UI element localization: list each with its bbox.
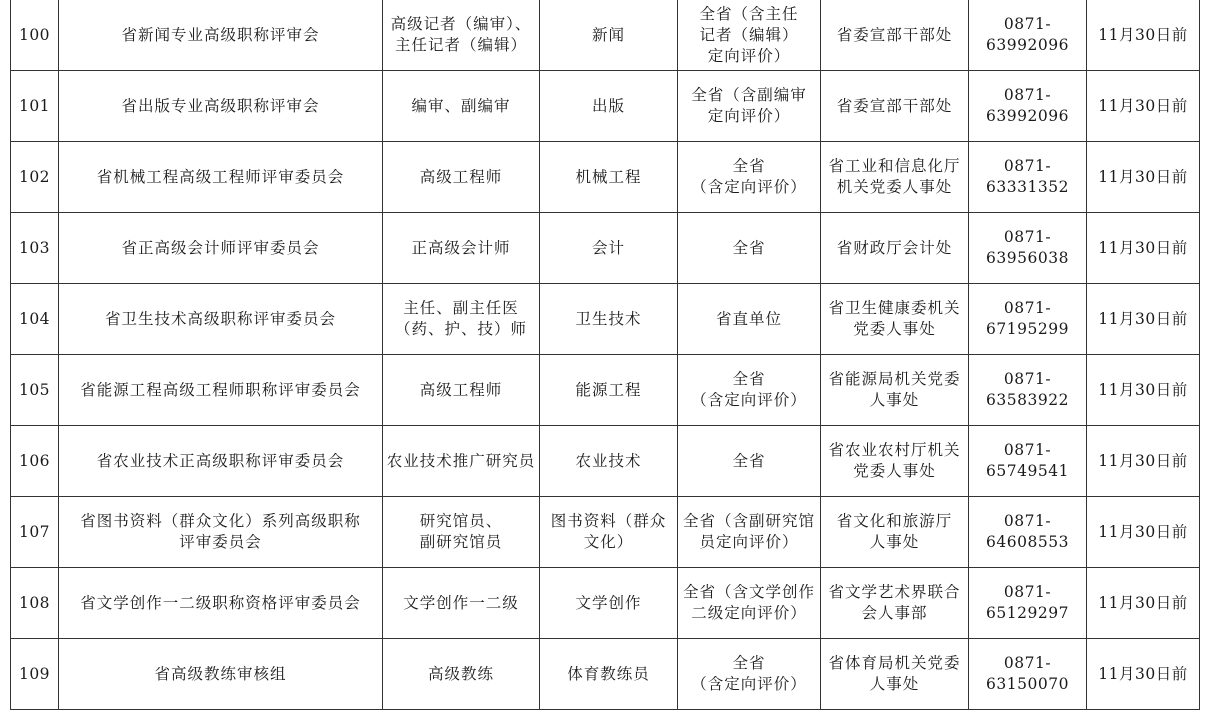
- cell-title-line: 高级记者（编审）、: [390, 15, 532, 33]
- cell-department: [821, 71, 969, 142]
- cell-deadline: 11月30日前: [1087, 284, 1200, 355]
- cell-field: [540, 71, 678, 142]
- cell-committee-line: 省新闻专业高级职称评审会: [121, 25, 320, 44]
- cell-title: [383, 0, 540, 71]
- cell-field: [540, 0, 678, 71]
- cell-scope-line: 定向评价）: [707, 107, 791, 125]
- cell-field: [540, 426, 678, 497]
- cell-scope: [678, 355, 821, 426]
- cell-committee: [59, 639, 383, 710]
- cell-scope-line: 全省: [732, 370, 766, 388]
- cell-field: [540, 497, 678, 568]
- cell-title-line: 副研究馆员: [419, 533, 503, 551]
- cell-title: [383, 284, 540, 355]
- cell-scope: [678, 497, 821, 568]
- cell-committee: [59, 355, 383, 426]
- cell-number: 107: [11, 497, 59, 568]
- cell-committee-line: 省图书资料（群众文化）系列高级职称: [80, 512, 361, 530]
- cell-field-line: 新闻: [591, 25, 625, 44]
- cell-phone: 0871-63583922: [969, 355, 1087, 426]
- cell-deadline: 11月30日前: [1087, 142, 1200, 213]
- cell-field-line: 能源工程: [575, 380, 642, 399]
- cell-department-line: 党委人事处: [853, 320, 936, 338]
- cell-field-line: 机械工程: [575, 167, 642, 186]
- cell-department: [821, 497, 969, 568]
- cell-scope-line: 全省（含文学创作: [682, 583, 815, 601]
- cell-title-line: 主任、副主任医: [403, 299, 519, 317]
- cell-department-line: 省卫生健康委机关: [828, 299, 961, 317]
- cell-deadline: 11月30日前: [1087, 568, 1200, 639]
- table-row: [11, 568, 1200, 639]
- cell-scope: [678, 142, 821, 213]
- cell-deadline: 11月30日前: [1087, 426, 1200, 497]
- cell-deadline: 11月30日前: [1087, 213, 1200, 284]
- cell-number: 109: [11, 639, 59, 710]
- cell-department: [821, 284, 969, 355]
- cell-department-line: 人事处: [869, 675, 920, 693]
- cell-field-line: 图书资料（群众: [550, 512, 667, 530]
- cell-field-line: 体育教练员: [567, 664, 650, 683]
- cell-title-line: 高级工程师: [419, 380, 503, 399]
- cell-number: 106: [11, 426, 59, 497]
- cell-committee-line: 省出版专业高级职称评审会: [121, 96, 320, 115]
- cell-field-line: 会计: [591, 238, 625, 257]
- cell-scope: [678, 284, 821, 355]
- cell-scope-line: 省直单位: [715, 309, 782, 328]
- cell-deadline: 11月30日前: [1087, 639, 1200, 710]
- table-row: [11, 142, 1200, 213]
- cell-department-line: 省体育局机关党委: [828, 654, 961, 672]
- cell-department-line: 省委宣部干部处: [836, 25, 953, 44]
- cell-committee: [59, 284, 383, 355]
- cell-scope-line: 全省: [732, 451, 766, 470]
- cell-committee-line: 省文学创作一二级职称资格评审委员会: [80, 593, 361, 612]
- cell-phone: 0871-63150070: [969, 639, 1087, 710]
- cell-phone: 0871-63992096: [969, 71, 1087, 142]
- cell-scope-line: 员定向评价）: [699, 533, 799, 551]
- cell-department-line: 省农业农村厅机关: [828, 441, 961, 459]
- table-row: [11, 497, 1200, 568]
- cell-title-line: 高级工程师: [419, 167, 503, 186]
- cell-phone: 0871-63331352: [969, 142, 1087, 213]
- cell-department-line: 会人事部: [861, 604, 928, 622]
- cell-scope-line: （含定向评价）: [691, 391, 807, 409]
- cell-department-line: 省文学艺术界联合: [828, 583, 961, 601]
- table-row: [11, 284, 1200, 355]
- cell-department: [821, 0, 969, 71]
- cell-field: [540, 284, 678, 355]
- table-row: [11, 0, 1200, 71]
- cell-title-line: 高级教练: [427, 664, 494, 683]
- cell-field: [540, 639, 678, 710]
- committee-table: [10, 0, 1200, 710]
- cell-field: [540, 213, 678, 284]
- cell-department-line: 省委宣部干部处: [836, 96, 953, 115]
- cell-title-line: 文学创作一二级: [403, 593, 519, 612]
- cell-deadline: 11月30日前: [1087, 355, 1200, 426]
- cell-scope-line: 记者（编辑）: [699, 25, 799, 44]
- table-row: [11, 71, 1200, 142]
- cell-title-line: 研究馆员、: [419, 512, 503, 530]
- cell-title: [383, 568, 540, 639]
- cell-department-line: 省工业和信息化厅: [828, 157, 961, 175]
- cell-department-line: 省能源局机关党委: [828, 370, 961, 388]
- cell-phone: 0871-63956038: [969, 213, 1087, 284]
- cell-deadline: 11月30日前: [1087, 71, 1200, 142]
- cell-committee-line: 省机械工程高级工程师评审委员会: [96, 167, 345, 186]
- cell-field-line: 出版: [591, 96, 625, 115]
- cell-scope-line: 二级定向评价）: [691, 604, 807, 622]
- cell-title-line: 正高级会计师: [411, 238, 511, 257]
- cell-department-line: 省财政厅会计处: [836, 238, 953, 257]
- cell-committee-line: 省农业技术正高级职称评审委员会: [96, 451, 345, 470]
- cell-number: 108: [11, 568, 59, 639]
- cell-field-line: 卫生技术: [575, 309, 642, 328]
- cell-field: [540, 568, 678, 639]
- cell-department-line: 人事处: [869, 391, 920, 409]
- table-row: [11, 355, 1200, 426]
- cell-scope-line: 全省: [732, 238, 766, 257]
- cell-number: 103: [11, 213, 59, 284]
- cell-title-line: 编审、副编审: [411, 96, 511, 115]
- cell-title-line: 主任记者（编辑）: [394, 36, 527, 54]
- cell-phone: 0871-65129297: [969, 568, 1087, 639]
- cell-committee: [59, 568, 383, 639]
- cell-scope: [678, 0, 821, 71]
- table-row: [11, 213, 1200, 284]
- cell-number: 101: [11, 71, 59, 142]
- cell-scope: [678, 568, 821, 639]
- cell-department: [821, 568, 969, 639]
- cell-committee: [59, 213, 383, 284]
- cell-scope: [678, 639, 821, 710]
- cell-deadline: 11月30日前: [1087, 497, 1200, 568]
- cell-department: [821, 142, 969, 213]
- cell-committee: [59, 71, 383, 142]
- cell-committee: [59, 0, 383, 71]
- cell-committee: [59, 497, 383, 568]
- cell-title: [383, 426, 540, 497]
- cell-title: [383, 71, 540, 142]
- cell-committee-line: 省高级教练审核组: [154, 664, 287, 683]
- cell-field-line: 农业技术: [575, 451, 642, 470]
- cell-scope-line: （含定向评价）: [691, 675, 807, 693]
- cell-committee-line: 省能源工程高级工程师职称评审委员会: [80, 380, 361, 399]
- cell-committee-line: 省卫生技术高级职称评审委员会: [104, 309, 336, 328]
- table-body: [11, 0, 1200, 710]
- cell-scope-line: 定向评价）: [707, 46, 791, 65]
- cell-scope: [678, 426, 821, 497]
- cell-scope-line: 全省: [732, 157, 766, 175]
- cell-number: 100: [11, 0, 59, 71]
- cell-title: [383, 142, 540, 213]
- cell-department: [821, 639, 969, 710]
- cell-field: [540, 355, 678, 426]
- cell-scope-line: 全省（含主任: [699, 4, 799, 23]
- cell-scope: [678, 71, 821, 142]
- cell-title-line: （药、护、技）师: [394, 320, 527, 338]
- cell-title: [383, 355, 540, 426]
- cell-title: [383, 213, 540, 284]
- cell-department-line: 机关党委人事处: [836, 178, 953, 196]
- table-row: [11, 639, 1200, 710]
- cell-scope-line: 全省（含副研究馆: [682, 512, 815, 530]
- cell-department-line: 省文化和旅游厅: [836, 512, 953, 530]
- cell-phone: 0871-67195299: [969, 284, 1087, 355]
- cell-field-line: 文学创作: [575, 593, 642, 612]
- cell-committee: [59, 426, 383, 497]
- cell-scope-line: 全省（含副编审: [691, 86, 807, 104]
- cell-committee-line: 评审委员会: [179, 533, 262, 551]
- cell-deadline: 11月30日前: [1087, 0, 1200, 71]
- cell-department-line: 人事处: [869, 533, 920, 551]
- cell-phone: 0871-64608553: [969, 497, 1087, 568]
- cell-committee: [59, 142, 383, 213]
- cell-scope-line: （含定向评价）: [691, 178, 807, 196]
- cell-phone: 0871-63992096: [969, 0, 1087, 71]
- cell-title-line: 农业技术推广研究员: [386, 451, 536, 470]
- cell-title: [383, 639, 540, 710]
- cell-field: [540, 142, 678, 213]
- cell-number: 105: [11, 355, 59, 426]
- cell-committee-line: 省正高级会计师评审委员会: [121, 238, 320, 257]
- cell-title: [383, 497, 540, 568]
- cell-field-line: 文化）: [583, 533, 634, 551]
- table-row: [11, 426, 1200, 497]
- cell-department-line: 党委人事处: [853, 462, 936, 480]
- cell-number: 102: [11, 142, 59, 213]
- cell-scope: [678, 213, 821, 284]
- cell-department: [821, 426, 969, 497]
- cell-department: [821, 355, 969, 426]
- cell-phone: 0871-65749541: [969, 426, 1087, 497]
- cell-scope-line: 全省: [732, 654, 766, 672]
- cell-number: 104: [11, 284, 59, 355]
- cell-department: [821, 213, 969, 284]
